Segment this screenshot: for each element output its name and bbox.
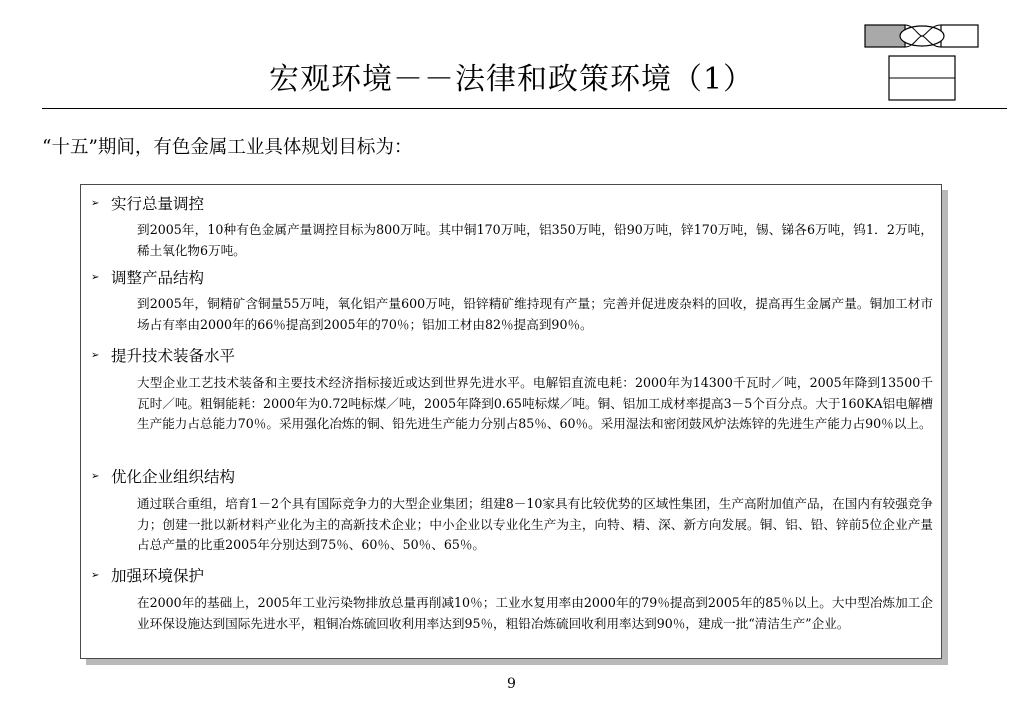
title-divider [42,108,1007,109]
section-body: 通过联合重组，培育1－2个具有国际竞争力的大型企业集团；组建8－10家具有比较优势的区域性集团，生产高附加值产品，在国内有较强竞争力；创建一批以新材料产业化为主的高新技术企业；中小企业以专业化生产为主，向特、精、深、新方向发展。铜、铝、铅、锌前5位企业产量占总产量的比重2005年分别达到75％、60％、50％、65％。 [137,496,933,552]
arrow-bullet-icon: ➢ [91,272,100,283]
section-body: 大型企业工艺技术装备和主要技术经济指标接近或达到世界先进水平。电解铝直流电耗：2000年为14300千瓦时／吨，2005年降到13500千瓦时／吨。粗铜能耗：2000年为0.72吨标煤／吨，2005年降到0.65吨标煤／吨。铜、铝加工成材率提高3－5个百分点。大于160KA铝电解槽生产能力占总能力70％。采用强化冶炼的铜、铅先进生产能力分别占85％、60％。采用湿法和密闭鼓风炉法炼锌的先进生产能力占90％以上。 [137,375,933,431]
section-heading: 调整产品结构 [111,269,205,287]
section-body: 在2000年的基础上，2005年工业污染物排放总量再削减10％；工业水复用率由2000年的79％提高到2005年的85％以上。大中型冶炼加工企业环保设施达到国际先进水平，粗铜冶炼硫回收利用率达到95％，粗铅冶炼硫回收利用率达到90％，建成一批“清洁生产”企业。 [137,595,933,631]
section-heading: 实行总量调控 [111,195,205,213]
arrow-bullet-icon: ➢ [91,350,100,361]
page-number: 9 [507,676,516,692]
arrow-bullet-icon: ➢ [91,198,100,209]
content-panel [80,184,942,659]
section-heading: 提升技术装备水平 [111,347,236,365]
section-body: 到2005年，10种有色金属产量调控目标为800万吨。其中铜170万吨，铝350万吨，铅90万吨，锌170万吨，锡、锑各6万吨，钨1．2万吨，稀土氧化物6万吨。 [137,222,933,258]
subtitle: “十五”期间，有色金属工业具体规划目标为： [42,137,413,158]
arrow-bullet-icon: ➢ [91,471,100,482]
section-heading: 加强环境保护 [111,567,205,585]
section-body: 到2005年，铜精矿含铜量55万吨，氧化铝产量600万吨，铅锌精矿维持现有产量；完善并促进废杂料的回收，提高再生金属产量。铜加工材市场占有率由2000年的66％提高到2005年的70％；铝加工材由82％提高到90％。 [137,296,933,332]
page-title: 宏观环境－－法律和政策环境（1） [268,62,755,97]
section-heading: 优化企业组织结构 [111,468,236,486]
arrow-bullet-icon: ➢ [91,570,100,581]
